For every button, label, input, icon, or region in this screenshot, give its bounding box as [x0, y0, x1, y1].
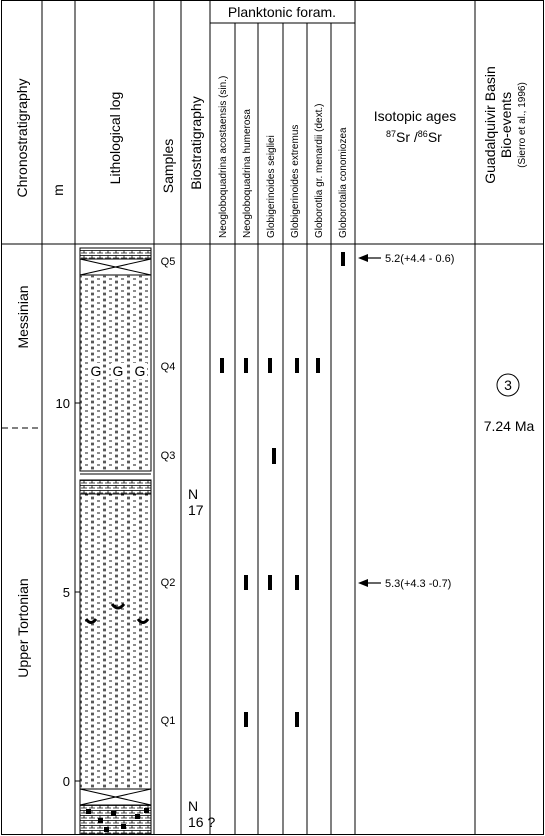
- sample-label: Q4: [160, 361, 176, 373]
- bio-event-number: 3: [504, 377, 512, 393]
- isotopic-age-entries: [358, 253, 454, 590]
- occurrence-bar: [272, 448, 276, 464]
- lithological-log-header: Lithological log: [107, 91, 123, 185]
- bed-contact-lines: [80, 471, 151, 474]
- limestone-bed-middle: [80, 480, 151, 494]
- sr-ratio-label: $^{87}$Sr /$^{86}$Sr: [386, 129, 442, 145]
- occurrence-bar: [268, 575, 272, 590]
- lithological-log: [80, 248, 151, 834]
- species-label: Globorotlia gr. menardii (dext.): [314, 103, 325, 238]
- isotopic-age-arrow: [358, 254, 381, 262]
- zone-label: N: [188, 798, 199, 814]
- sample-label: Q3: [160, 450, 176, 462]
- occurrence-bar: [295, 575, 299, 590]
- limestone-bed-top: [80, 248, 151, 259]
- sample-label: Q5: [160, 256, 176, 268]
- species-label: Globigerinoides seigliei: [266, 135, 277, 238]
- depth-scale: [56, 396, 80, 789]
- isotopic-ages-title: Isotopic ages: [373, 108, 457, 124]
- bio-events-reference: (Sierro et al., 1996): [517, 82, 528, 168]
- bio-event-marker: [484, 374, 535, 434]
- isotopic-ages-header: [374, 108, 457, 145]
- occurrence-bar: [244, 575, 248, 590]
- isotopic-age-value: 5.3(+4.3 -0.7): [385, 578, 452, 590]
- basin-bio-events-header: [482, 66, 528, 184]
- bio-events-title: Bio-events: [498, 91, 514, 159]
- stage-label: Messinian: [15, 285, 31, 349]
- sample-label: Q1: [160, 715, 176, 727]
- depth-tick-label: 10: [55, 396, 70, 411]
- stage-label: Upper Tortonian: [15, 578, 31, 678]
- hiatus-cross-bottom: [80, 789, 151, 805]
- zone-label: 16 ?: [188, 814, 216, 830]
- hiatus-cross-top: [80, 259, 151, 275]
- biostratigraphy-header: Biostratigraphy: [188, 96, 204, 190]
- species-label: Neogloboquadrina acostaensis (sin.): [218, 75, 229, 238]
- zone-label: 17: [188, 502, 204, 518]
- species-label: Globorotalia conomiozea: [338, 127, 349, 238]
- svg-text:G: G: [134, 363, 146, 379]
- occurrence-bar: [341, 252, 345, 266]
- sandy-marl-lower: [80, 494, 151, 789]
- occurrence-bar: [220, 358, 224, 373]
- zone-label: N: [188, 486, 199, 502]
- biostratigraphy-column: [188, 486, 215, 830]
- occurrence-bar: [268, 358, 272, 373]
- occurrence-bar: [316, 358, 320, 373]
- chronostratigraphy-column: [2, 285, 42, 677]
- chronostratigraphy-header: Chronostratigraphy: [14, 78, 30, 198]
- occurrence-bar: [244, 712, 248, 727]
- species-label: Neogloboquadrina humerosa: [242, 109, 253, 238]
- depth-tick-label: 5: [62, 585, 70, 600]
- samples-column: [161, 256, 176, 727]
- isotopic-age-arrow: [358, 579, 381, 587]
- samples-header: Samples: [160, 138, 176, 194]
- species-label: Globigerinoides extremus: [290, 124, 301, 238]
- sample-label: Q2: [160, 577, 176, 589]
- basin-title: Guadalquivir Basin: [482, 66, 498, 184]
- glauconite-markers: [89, 363, 147, 379]
- svg-text:G: G: [112, 363, 124, 379]
- planktonic-foram-header: Planktonic foram.: [227, 4, 337, 20]
- occurrence-bar: [244, 358, 248, 373]
- occurrence-bar: [295, 358, 299, 373]
- occurrence-bar: [295, 712, 299, 727]
- bio-event-age: 7.24 Ma: [483, 418, 535, 434]
- svg-text:G: G: [90, 363, 102, 379]
- meters-header: m: [50, 184, 66, 196]
- isotopic-age-value: 5.2(+4.4 - 0.6): [385, 253, 455, 265]
- depth-tick-label: 0: [62, 774, 70, 789]
